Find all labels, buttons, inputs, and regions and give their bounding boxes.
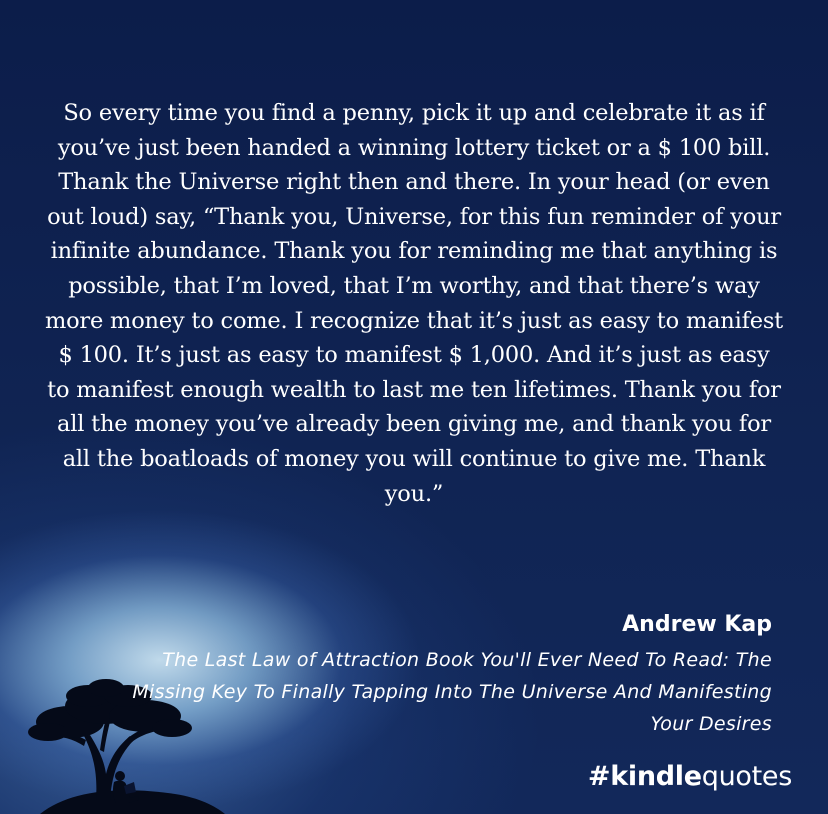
kindle-quotes-hashtag (588, 761, 792, 792)
hashtag-bold-part: #kindle (587, 761, 702, 792)
author-name: Andrew Kap (622, 612, 772, 637)
book-title: The Last Law of Attraction Book You'll Ever Need To Read: The Missing Key To Finally Tapping Into The Universe And Manifesting Your Desires (132, 649, 772, 735)
hashtag-regular-part: quotes (701, 761, 792, 792)
quote-text: So every time you find a penny, pick it up and celebrate it as if you’ve just been handed a winning lottery ticket or a $ 100 bill. Thank the Universe right then and there. In your head (or even out loud) say, “Thank you, Universe, for this fun reminder of your infinite abundance. Thank you for reminding me that anything is possible, that I’m loved, that I’m worthy, and that there’s way more money to come. I recognize that it’s just as easy to manifest $ 100. It’s just as easy to manifest $ 1,000. And it’s just as easy to manifest enough wealth to last me ten lifetimes. Thank you for all the money you’ve already been giving me, and thank you for all the boatloads of money you will continue to give me. Thank you.” (44, 100, 784, 507)
